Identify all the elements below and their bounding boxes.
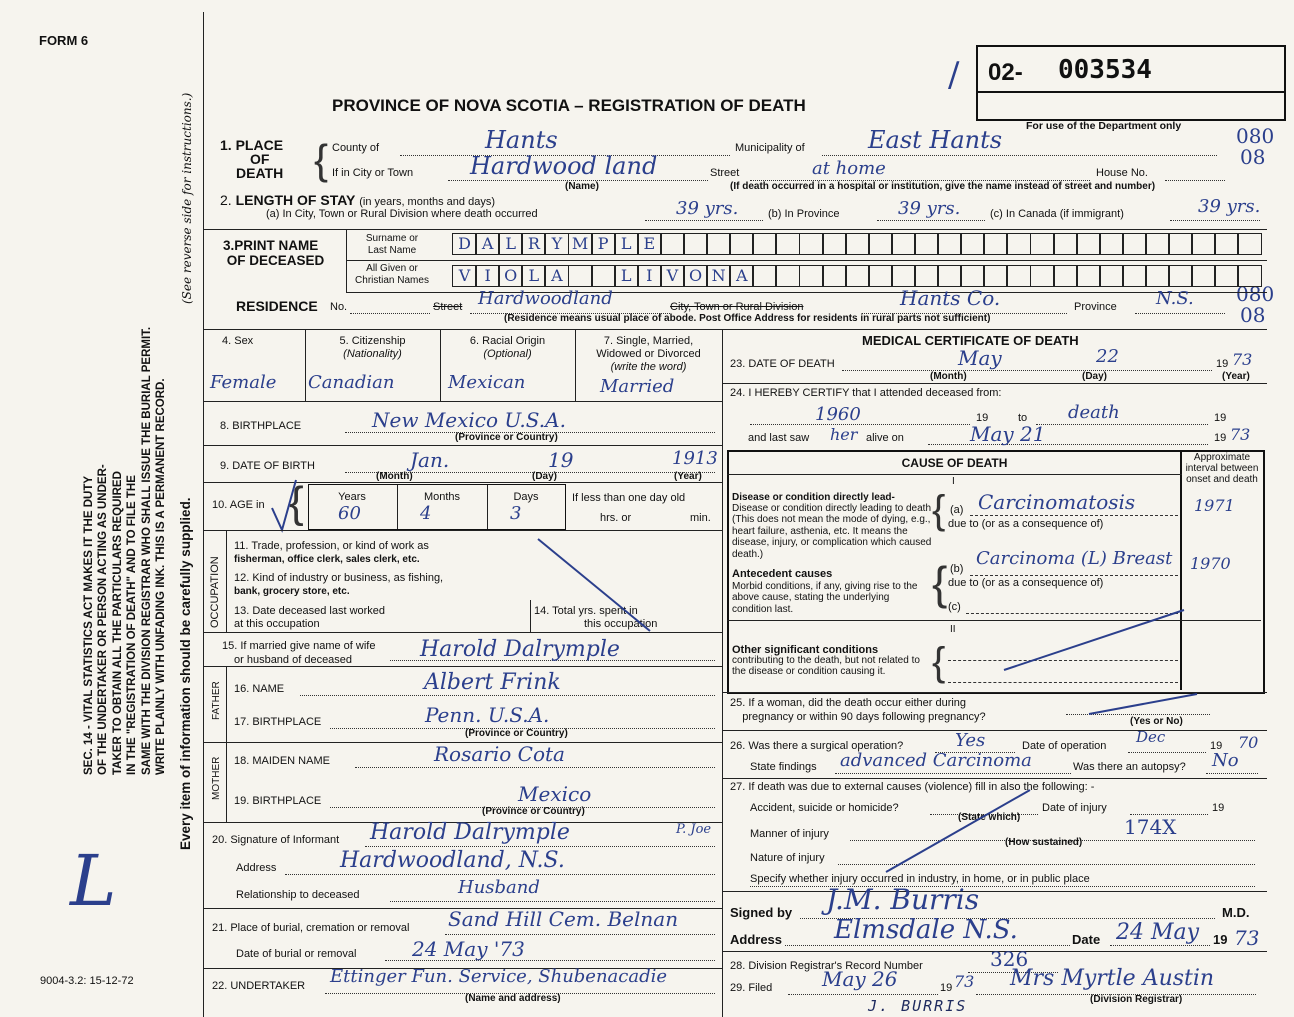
age-less-than-day-label: If less than one day old <box>572 492 686 504</box>
citizenship-value: Canadian <box>308 372 395 393</box>
given-label: All Given or Christian Names <box>355 263 429 286</box>
name-note: (Name) <box>565 181 599 192</box>
occupation-side-label: OCCUPATION <box>209 556 221 628</box>
name-letter-cell <box>868 265 893 287</box>
citizenship-label: 5. Citizenship (Nationality) <box>339 335 406 360</box>
cause-b-interval: 1970 <box>1190 554 1231 573</box>
name-letter-cell: P <box>591 233 616 255</box>
cause-b-label: (b) <box>950 563 964 575</box>
q26-date-label: Date of operation <box>1022 740 1107 752</box>
name-letter-cell <box>729 233 754 255</box>
county-label: County of <box>332 142 380 154</box>
name-letter-cell <box>799 265 824 287</box>
age-hrs-label: hrs. or <box>600 512 632 524</box>
registrar-value: Mrs Myrtle Austin <box>1010 966 1215 991</box>
signed-year-prefix: 19 <box>1213 932 1228 947</box>
death-day-note: (Day) <box>1082 371 1108 382</box>
name-letter-cell: O <box>498 265 523 287</box>
signed-date-label: Date <box>1072 932 1101 947</box>
q27-label: 27. If death was due to external causes (violence) fill in also the following: - <box>730 781 1095 793</box>
age-check-mark <box>270 478 300 533</box>
signed-address-label: Address <box>730 932 783 947</box>
q26-findings-label: State findings <box>750 761 817 773</box>
stay-city-label: (a) In City, Town or Rural Division where death occurred <box>266 208 538 220</box>
municipality-value: East Hants <box>868 126 1003 154</box>
name-letter-cell <box>1145 233 1170 255</box>
signed-address-value: Elmsdale N.S. <box>834 915 1018 945</box>
name-letter-cell <box>591 265 616 287</box>
q26-value: Yes <box>955 730 986 751</box>
informant-label: 20. Signature of Informant <box>212 834 340 846</box>
mother-name-value: Rosario Cota <box>434 742 565 766</box>
name-letter-cell: D <box>452 233 477 255</box>
attended-from-19: 19 <box>976 412 989 424</box>
death-year-note: (Year) <box>1222 371 1250 382</box>
name-letter-cell: Y <box>544 233 569 255</box>
county-value: Hants <box>485 126 558 154</box>
q26-label: 26. Was there a surgical operation? <box>730 740 904 752</box>
q27-manner-value: 174X <box>1124 815 1177 839</box>
name-letter-cell <box>1237 233 1262 255</box>
cause-part-two: II <box>950 624 956 635</box>
signed-date-value: 24 May <box>1116 920 1200 945</box>
mother-birthplace-label: 19. BIRTHPLACE <box>234 795 322 807</box>
cause-direct-desc: Disease or condition directly lead- <box>732 492 895 503</box>
name-letter-cell: M <box>568 233 593 255</box>
dob-day: 19 <box>548 448 574 472</box>
name-letter-cell: I <box>637 265 662 287</box>
name-letter-cell: L <box>614 233 639 255</box>
every-item-note: Every item of information should be carefully supplied. <box>178 497 193 850</box>
mother-birthplace-note: (Province or Country) <box>482 806 585 817</box>
burial-place-label: 21. Place of burial, cremation or removal <box>212 922 410 934</box>
dept-code-county: 080 <box>1236 124 1275 148</box>
q26-year-value: 70 <box>1238 733 1259 752</box>
q26-date-value: Dec <box>1136 728 1166 746</box>
dob-day-note: (Day) <box>532 471 558 482</box>
signed-by-label: Signed by <box>730 905 793 920</box>
name-letter-cell <box>1122 265 1147 287</box>
page-title: PROVINCE OF NOVA SCOTIA – REGISTRATION OF DEATH <box>332 96 806 115</box>
residence-province-label: Province <box>1074 301 1117 313</box>
father-birthplace-note: (Province or Country) <box>465 728 568 739</box>
surname-label: Surname or Last Name <box>365 233 419 256</box>
name-letter-cell <box>752 265 777 287</box>
death-year-prefix: 19 <box>1216 358 1229 370</box>
dept-code-residence-sub: 08 <box>1240 303 1266 327</box>
q26-findings-value: advanced Carcinoma <box>840 750 1032 771</box>
attended-to-value: death <box>1068 402 1120 423</box>
name-letter-cell <box>891 265 916 287</box>
sex-value: Female <box>210 372 277 393</box>
name-letter-cell: L <box>521 265 546 287</box>
name-letter-cell <box>1053 233 1078 255</box>
informant-extra: P. Joe <box>676 822 712 837</box>
name-letter-cell <box>1030 265 1055 287</box>
cause-due-to-2: due to (or as a consequence of) <box>948 577 1104 589</box>
q27-specify-label: Specify whether injury occurred in industry, in home, or in public place <box>750 873 1090 885</box>
occupation-strike-line <box>530 535 660 635</box>
name-letter-cell: A <box>544 265 569 287</box>
sex-label: 4. Sex <box>222 335 254 347</box>
age-days-label: Days <box>513 491 539 503</box>
attended-from-value: 1960 <box>815 404 861 425</box>
father-name-label: 16. NAME <box>234 683 285 695</box>
cause-interval-header: Approximate interval between onset and death <box>1185 452 1259 485</box>
name-letter-cell <box>937 265 962 287</box>
attended-label: 24. I HEREBY CERTIFY that I attended deceased from: <box>730 387 1002 399</box>
birthplace-label: 8. BIRTHPLACE <box>220 420 302 432</box>
name-letter-cell <box>983 233 1008 255</box>
dob-year: 1913 <box>672 448 718 469</box>
q26-autopsy-value: No <box>1212 750 1239 771</box>
undertaker-label: 22. UNDERTAKER <box>212 980 306 992</box>
residence-no-label: No. <box>330 301 348 313</box>
mother-side-label: MOTHER <box>211 756 222 800</box>
medical-cert-title: MEDICAL CERTIFICATE OF DEATH <box>862 333 1079 348</box>
name-letter-cell: I <box>475 265 500 287</box>
hospital-note: (If death occurred in a hospital or institution, give the name instead of street and number) <box>730 181 1156 192</box>
name-letter-cell: O <box>683 265 708 287</box>
death-month-note: (Month) <box>930 371 967 382</box>
alive-year-value: 73 <box>1230 425 1251 444</box>
q29-label: 29. Filed <box>730 982 773 994</box>
name-letter-cell <box>960 233 985 255</box>
cause-a-label: (a) <box>950 504 964 516</box>
q12-label: 12. Kind of industry or business, as fishing, bank, grocery store, etc. <box>234 572 444 597</box>
city-label: If in City or Town <box>332 167 414 179</box>
mother-name-label: 18. MAIDEN NAME <box>234 755 330 767</box>
q14-label: 14. Total yrs. spent in this occupation <box>534 605 658 630</box>
stay-province-label: (b) In Province <box>768 208 840 220</box>
informant-address-value: Hardwoodland, N.S. <box>340 848 565 873</box>
antecedent-text: Morbid conditions, if any, giving rise to the above cause, stating the underlying condition last. <box>732 581 918 615</box>
cause-b-value: Carcinoma (L) Breast <box>976 548 1173 569</box>
reg-prefix: 02- <box>988 59 1023 86</box>
stay-canada-value: 39 yrs. <box>1198 196 1261 217</box>
name-letter-cell <box>1191 233 1216 255</box>
birthplace-note: (Province or Country) <box>455 432 558 443</box>
see-reverse-note: (See reverse side for instructions.) <box>180 92 194 304</box>
name-letter-cell <box>914 265 939 287</box>
q26-autopsy-label: Was there an autopsy? <box>1073 761 1186 773</box>
stay-province-value: 39 yrs. <box>898 198 961 219</box>
dob-label: 9. DATE OF BIRTH <box>220 460 315 472</box>
name-letter-cell: A <box>475 233 500 255</box>
name-letter-cell <box>775 265 800 287</box>
name-letter-cell <box>983 265 1008 287</box>
name-letter-cell <box>1076 265 1101 287</box>
name-letter-cell <box>1030 233 1055 255</box>
doctor-stamp: J. BURRIS <box>868 997 968 1015</box>
q27-state-note: (State which) <box>958 812 1021 823</box>
name-letter-cell: R <box>521 233 546 255</box>
residence-street-label: Street <box>433 301 463 313</box>
age-months-label: Months <box>423 491 461 503</box>
name-heading: 3.PRINT NAME OF DECEASED <box>223 238 325 268</box>
attended-to-label: to <box>1018 412 1028 424</box>
q29-year-prefix: 19 <box>940 982 953 994</box>
dept-code-residence: 080 <box>1236 282 1275 306</box>
birthplace-value: New Mexico U.S.A. <box>372 408 566 432</box>
form-id: FORM 6 <box>39 33 89 48</box>
alive-year-prefix: 19 <box>1214 432 1227 444</box>
name-letter-cell: V <box>452 265 477 287</box>
reg-number: 003534 <box>1058 55 1152 85</box>
dob-month-note: (Month) <box>376 471 413 482</box>
marital-value: Married <box>600 376 675 397</box>
last-saw-pronoun: her <box>830 425 858 444</box>
q27-year-prefix: 19 <box>1212 802 1225 814</box>
name-letter-cell <box>868 233 893 255</box>
q27-accident-label: Accident, suicide or homicide? <box>750 802 899 814</box>
name-letter-cell <box>1099 265 1124 287</box>
name-letter-cell <box>822 233 847 255</box>
q11-label: 11. Trade, profession, or kind of work as fisherman, office clerk, sales clerk, etc. <box>234 540 429 565</box>
alive-on-value: May 21 <box>970 422 1046 446</box>
name-letter-cell <box>1237 265 1262 287</box>
name-letter-cell <box>775 233 800 255</box>
antecedent-title: Antecedent causes <box>732 568 833 580</box>
name-letter-cell <box>1006 233 1031 255</box>
name-letter-cell <box>1191 265 1216 287</box>
other-conditions-title: Other significant conditions <box>732 644 879 656</box>
cause-due-to-1: due to (or as a consequence of) <box>948 518 1104 530</box>
other-conditions-text: contributing to the death, but not related to the disease or condition causing it. <box>732 655 920 677</box>
q25-note: (Yes or No) <box>1130 716 1183 727</box>
residence-province-value: N.S. <box>1156 288 1194 309</box>
residence-street-value: Hardwoodland <box>478 288 613 309</box>
footer-code: 9004-3.2: 15-12-72 <box>40 975 134 987</box>
name-letter-cell <box>845 233 870 255</box>
signed-year-value: 73 <box>1234 926 1260 950</box>
dob-month: Jan. <box>410 448 450 472</box>
mother-birthplace-value: Mexico <box>518 782 592 806</box>
law-text: SEC. 14 - VITAL STATISTICS ACT MAKES IT THE DUTY OF THE UNDERTAKER OR PERSON ACTING AS UNDER- TAKER TO OBTAIN ALL THE PARTICULARS REQUIRED IN THE "REGISTRATION OF DEATH" AND TO FILE THE SAME WITH THE DIVISION REGISTRAR WHO SHALL ISSUE THE BURIAL PERMIT. WRITE PLAINLY WITH UNFADING INK. THIS IS A PERMANENT RECORD. <box>83 326 168 775</box>
q27-date-label: Date of injury <box>1042 802 1107 814</box>
street-label: Street <box>710 167 740 179</box>
death-day-value: 22 <box>1096 346 1119 367</box>
place-heading: 1. PLACE OF DEATH <box>220 137 284 181</box>
burial-place-value: Sand Hill Cem. Belnan <box>448 907 679 931</box>
age-min-label: min. <box>690 512 711 524</box>
burial-date-value: 24 May '73 <box>412 937 525 961</box>
residence-note: (Residence means usual place of abode. Post Office Address for residents in rural parts not sufficient) <box>504 313 991 324</box>
name-letter-cell: A <box>729 265 754 287</box>
death-year-value: 73 <box>1232 350 1253 369</box>
attended-to-19: 19 <box>1214 412 1227 424</box>
md-label: M.D. <box>1222 905 1250 920</box>
dept-code-sub: 08 <box>1240 145 1266 169</box>
signed-by-value: J.M. Burris <box>826 883 980 916</box>
name-letter-cell <box>706 233 731 255</box>
registrar-note: (Division Registrar) <box>1090 994 1183 1005</box>
house-label: House No. <box>1096 167 1148 179</box>
age-days-value: 3 <box>510 503 522 524</box>
dept-use-label: For use of the Department only <box>1026 120 1182 132</box>
q27-manner-label: Manner of injury <box>750 828 829 840</box>
name-letter-cell <box>1099 233 1124 255</box>
name-letter-cell <box>799 233 824 255</box>
residence-city-label: City, Town or Rural Division <box>670 301 804 313</box>
cause-part-one: I <box>952 476 955 487</box>
name-letter-cell <box>914 233 939 255</box>
initial-mark: L <box>70 840 117 922</box>
name-letter-cell <box>1122 233 1147 255</box>
cause-a-interval: 1971 <box>1194 496 1235 515</box>
q27-strike-line <box>880 786 1040 876</box>
age-years-value: 60 <box>338 503 361 524</box>
name-letter-cell <box>960 265 985 287</box>
name-letter-cell <box>1214 233 1239 255</box>
race-label: 6. Racial Origin (Optional) <box>469 335 546 360</box>
name-letter-cell <box>1214 265 1239 287</box>
cause-direct-text: Disease or condition directly leading to death (This does not mean the mode of dying, e.g., heart failure, asthenia, etc. It means the disease, injury, or complication which caused death.) <box>732 503 932 560</box>
name-letter-cell <box>1168 265 1193 287</box>
q26-year-prefix: 19 <box>1210 740 1223 752</box>
cause-strike-line <box>1000 606 1190 676</box>
name-letter-cell: E <box>637 233 662 255</box>
informant-relationship-value: Husband <box>458 877 540 898</box>
q28-value: 326 <box>990 947 1029 971</box>
death-month-value: May <box>958 346 1002 370</box>
tick-mark: / <box>948 55 960 95</box>
informant-relationship-label: Relationship to deceased <box>236 889 360 901</box>
stay-heading: 2. LENGTH OF STAY (in years, months and days) <box>220 192 495 208</box>
dob-year-note: (Year) <box>674 471 702 482</box>
spouse-value: Harold Dalrymple <box>420 637 620 662</box>
age-label: 10. AGE in <box>212 499 265 511</box>
undertaker-note: (Name and address) <box>465 993 561 1004</box>
father-birthplace-label: 17. BIRTHPLACE <box>234 716 322 728</box>
name-letter-cell <box>891 233 916 255</box>
name-letter-cell <box>822 265 847 287</box>
cause-a-value: Carcinomatosis <box>978 490 1136 514</box>
name-letter-cell <box>1168 233 1193 255</box>
race-value: Mexican <box>448 372 526 393</box>
name-letter-cell: V <box>660 265 685 287</box>
registration-number-box <box>976 45 1286 121</box>
stay-city-value: 39 yrs. <box>676 198 739 219</box>
residence-label: RESIDENCE <box>236 298 318 314</box>
father-name-value: Albert Frink <box>424 670 561 695</box>
name-letter-cell: L <box>498 233 523 255</box>
name-letter-cell <box>683 233 708 255</box>
q13-label: 13. Date deceased last worked at this occupation <box>234 605 386 630</box>
q28-label: 28. Division Registrar's Record Number <box>730 960 923 972</box>
q27-how-note: (How sustained) <box>1005 837 1083 848</box>
name-letter-cell <box>660 233 685 255</box>
name-letter-cell <box>1053 265 1078 287</box>
q27-nature-label: Nature of injury <box>750 852 825 864</box>
name-letter-cell: N <box>706 265 731 287</box>
informant-value: Harold Dalrymple <box>370 820 570 845</box>
father-birthplace-value: Penn. U.S.A. <box>425 703 550 727</box>
name-letter-cell <box>1076 233 1101 255</box>
q25-strike-line <box>1085 690 1205 720</box>
cause-title: CAUSE OF DEATH <box>901 456 1008 470</box>
name-letter-cell: L <box>614 265 639 287</box>
age-months-value: 4 <box>420 503 432 524</box>
burial-date-label: Date of burial or removal <box>236 948 357 960</box>
alive-on-label: alive on <box>866 432 904 444</box>
residence-city-value: Hants Co. <box>900 286 1001 310</box>
cause-c-label: (c) <box>948 601 961 613</box>
undertaker-value: Ettinger Fun. Service, Shubenacadie <box>330 966 668 987</box>
name-letter-cell <box>1145 265 1170 287</box>
city-value: Hardwood land <box>470 152 658 180</box>
marital-label: 7. Single, Married, Widowed or Divorced (write the word) <box>596 335 701 373</box>
q25-label: 25. If a woman, did the death occur either during pregnancy or within 90 days following pregnancy? <box>730 697 986 723</box>
street-value: at home <box>812 158 886 179</box>
informant-address-label: Address <box>236 862 277 874</box>
last-saw-label: and last saw <box>748 432 810 444</box>
name-letter-cell <box>1006 265 1031 287</box>
stay-canada-label: (c) In Canada (if immigrant) <box>990 208 1124 220</box>
death-date-label: 23. DATE OF DEATH <box>730 358 835 370</box>
father-side-label: FATHER <box>211 681 222 720</box>
name-letter-cell <box>568 265 593 287</box>
name-letter-cell <box>845 265 870 287</box>
age-years-label: Years <box>338 491 366 503</box>
municipality-label: Municipality of <box>735 142 805 154</box>
q29-year-value: 73 <box>954 972 975 991</box>
spouse-label: 15. If married give name of wife or husband of deceased <box>222 640 376 666</box>
name-letter-cell <box>752 233 777 255</box>
q29-date-value: May 26 <box>822 967 898 991</box>
name-letter-cell <box>937 233 962 255</box>
